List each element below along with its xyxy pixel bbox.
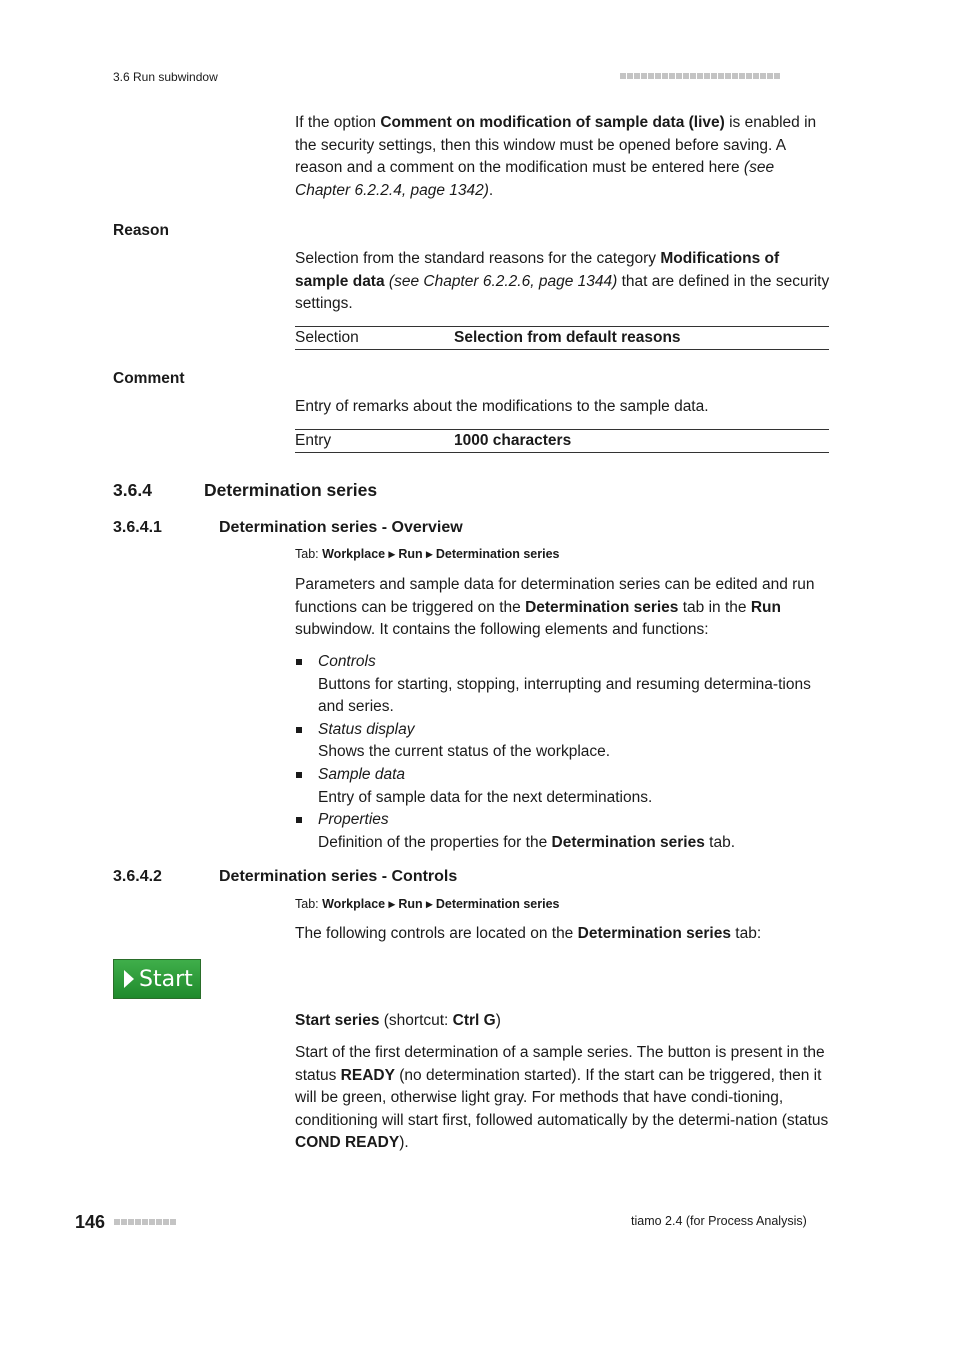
shortcut-key: Ctrl G	[452, 1012, 496, 1029]
list-item-title: Sample data	[318, 765, 406, 783]
comment-description: Entry of remarks about the modifications to the sample data.	[295, 398, 709, 415]
table-key: Selection	[295, 329, 359, 346]
section-title: Determination series	[204, 480, 378, 500]
intro-text: If the option	[295, 114, 381, 131]
list-item-title: Properties	[318, 811, 389, 829]
heading-text: (shortcut:	[379, 1012, 453, 1029]
intro-text: is enabled in the security settings, then this window must be opened before saving. A reason and a comment on the modification must be entered here	[295, 114, 817, 177]
subsection-number: 3.6.4.2	[113, 868, 162, 885]
list-item	[295, 809, 825, 854]
controls-text: The following controls are located on the	[295, 925, 578, 942]
overview-paragraph	[295, 574, 830, 642]
category-name: Modifications of sample data	[295, 250, 780, 290]
start-button-label: Start	[139, 966, 193, 992]
reason-text: that are defined in the security settings.	[295, 272, 830, 313]
tab-path-value: Workplace ▸ Run ▸ Determination series	[322, 547, 560, 561]
list-item	[295, 764, 825, 809]
chapter-reference: (see Chapter 6.2.2.6, page 1344)	[388, 272, 618, 290]
reason-description	[295, 248, 830, 316]
status-ready: READY	[340, 1066, 395, 1084]
subsection-title: Determination series - Overview	[219, 519, 463, 536]
table-value: 1000 characters	[454, 432, 572, 449]
table-value: Selection from default reasons	[454, 329, 681, 346]
header-decoration-dots	[620, 73, 780, 79]
overview-text: Parameters and sample data for determination series can be edited and run functions can be triggered on the	[295, 576, 815, 616]
description-text: (no determination started). If the start can be triggered, then it will be green, otherwise light gray. For methods that have condi-tioning, conditioning will start first, followed automatically by the determi-nation (status	[295, 1066, 829, 1129]
reason-text: Selection from the standard reasons for the category	[295, 250, 661, 267]
subwindow-name: Run	[750, 598, 781, 616]
list-item-desc: Definition of the properties for the	[318, 833, 552, 851]
play-arrow-icon	[122, 968, 136, 990]
controls-intro	[295, 923, 830, 946]
overview-text: tab in the	[678, 598, 751, 616]
option-name: Comment on modification of sample data (live)	[380, 114, 725, 131]
running-header-section: 3.6 Run subwindow	[113, 70, 218, 84]
start-series-heading	[295, 1010, 830, 1033]
chapter-reference: (see Chapter 6.2.2.4, page 1342)	[295, 159, 775, 199]
list-item	[295, 651, 825, 719]
list-item-title: Controls	[318, 653, 376, 670]
subsection-number: 3.6.4.1	[113, 519, 162, 536]
comment-label: Comment	[113, 370, 185, 387]
list-item	[295, 719, 825, 764]
intro-paragraph	[295, 112, 830, 202]
table-key: Entry	[295, 432, 332, 449]
reason-property-table	[295, 326, 829, 350]
controls-text: tab:	[730, 925, 762, 942]
footer-decoration-dots	[114, 1219, 176, 1225]
intro-text: .	[488, 181, 494, 199]
tab-path-value: Workplace ▸ Run ▸ Determination series	[322, 897, 560, 911]
list-item-title: Status display	[318, 720, 415, 738]
subsection-title: Determination series - Controls	[219, 868, 458, 885]
tab-prefix: Tab:	[295, 897, 323, 911]
tab-name: Determination series	[525, 598, 679, 616]
heading-text: )	[495, 1012, 501, 1029]
comment-property-table	[295, 429, 829, 453]
tab-name: Determination series	[577, 925, 731, 942]
section-number: 3.6.4	[113, 480, 152, 500]
start-series-description	[295, 1042, 830, 1155]
status-cond-ready: COND READY	[295, 1134, 400, 1152]
command-name: Start series	[295, 1012, 380, 1029]
description-text: ).	[399, 1134, 409, 1152]
tab-prefix: Tab:	[295, 547, 323, 561]
reason-label: Reason	[113, 222, 169, 239]
list-item-desc: Shows the current status of the workplace.	[318, 743, 611, 761]
tab-path	[295, 546, 560, 561]
start-button[interactable]	[113, 959, 201, 999]
description-text: Start of the first determination of a sample series. The button is present in the status	[295, 1044, 825, 1084]
list-item-desc: Buttons for starting, stopping, interrupting and resuming determina-tions and series.	[318, 675, 811, 716]
list-item-desc: tab.	[704, 833, 736, 851]
page-number: 146	[75, 1212, 106, 1232]
tab-path	[295, 896, 560, 911]
overview-text: subwindow. It contains the following elements and functions:	[295, 621, 709, 639]
elements-list	[295, 651, 825, 854]
tab-name: Determination series	[551, 833, 705, 851]
product-name: tiamo 2.4 (for Process Analysis)	[631, 1214, 807, 1228]
list-item-desc: Entry of sample data for the next determinations.	[318, 788, 653, 806]
